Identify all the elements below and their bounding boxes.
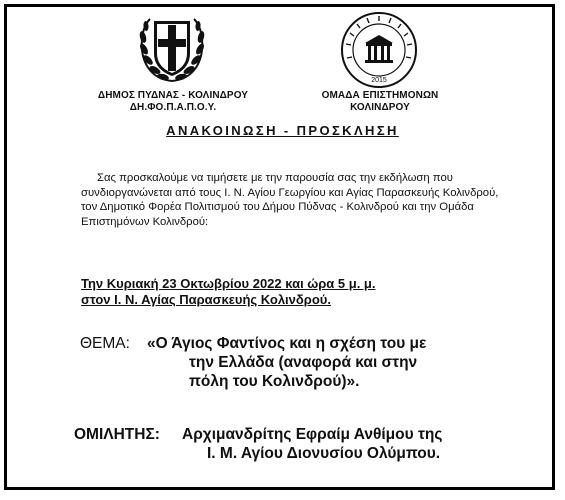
seal-year: 2015 <box>371 77 387 84</box>
seal-building-icon <box>338 11 420 89</box>
intro-paragraph <box>81 171 501 229</box>
right-organization <box>300 90 460 114</box>
event-location-line: στον Ι. Ν. Αγίας Παρασκευής Κολινδρού. <box>81 292 331 307</box>
event-date-line: Την Κυριακή 23 Οκτωβρίου 2022 και ώρα 5 μ. μ. <box>81 276 376 291</box>
left-org-line1: ΔΗΜΟΣ ΠΥΔΝΑΣ - ΚΟΛΙΝΔΡΟΥ <box>97 90 249 101</box>
intro-text: Σας προσκαλούμε να τιμήσετε με την παρουσία σας την εκδήλωση που συνδιοργανώνεται από τους Ι. Ν. Αγίου Γεωργίου και Αγίας Παρασκευής Κολινδρού, τον Δημοτικό Φορέα Πολιτισμού του Δήμου Πύδνας - Κολινδρού και την Ομάδα Επιστημόνων Κολινδρού: <box>81 172 499 228</box>
greek-coat-of-arms-icon <box>132 13 212 85</box>
theme-text <box>147 334 447 391</box>
speaker-label: ΟΜΙΛΗΤΗΣ: <box>74 426 160 443</box>
page-border <box>4 4 555 490</box>
speaker-text <box>182 425 522 463</box>
right-org-line2: ΚΟΛΙΝΔΡΟΥ <box>350 102 410 113</box>
speaker-line1: Αρχιμανδρίτης Εφραίμ Ανθίμου της <box>182 426 443 443</box>
document-title: ΑΝΑΚΟΙΝΩΣΗ - ΠΡΟΣΚΛΗΣΗ <box>166 123 399 138</box>
theme-line1: «Ο Άγιος Φαντίνος και η σχέση του με <box>147 335 427 352</box>
theme-line3: πόλη του Κολινδρού)». <box>189 373 360 390</box>
left-org-line2: ΔΗ.ΦΟ.Π.Α.Π.Ο.Υ. <box>129 102 217 113</box>
theme-label: ΘΕΜΑ: <box>80 335 130 352</box>
right-org-line1: ΟΜΑΔΑ ΕΠΙΣΤΗΜΟΝΩΝ <box>321 90 439 101</box>
speaker-line2: Ι. Μ. Αγίου Διονυσίου Ολύμπου. <box>207 445 441 462</box>
left-organization <box>88 90 258 114</box>
theme-line2: την Ελλάδα (αναφορά και στην <box>189 354 418 371</box>
event-date-location <box>81 276 501 308</box>
